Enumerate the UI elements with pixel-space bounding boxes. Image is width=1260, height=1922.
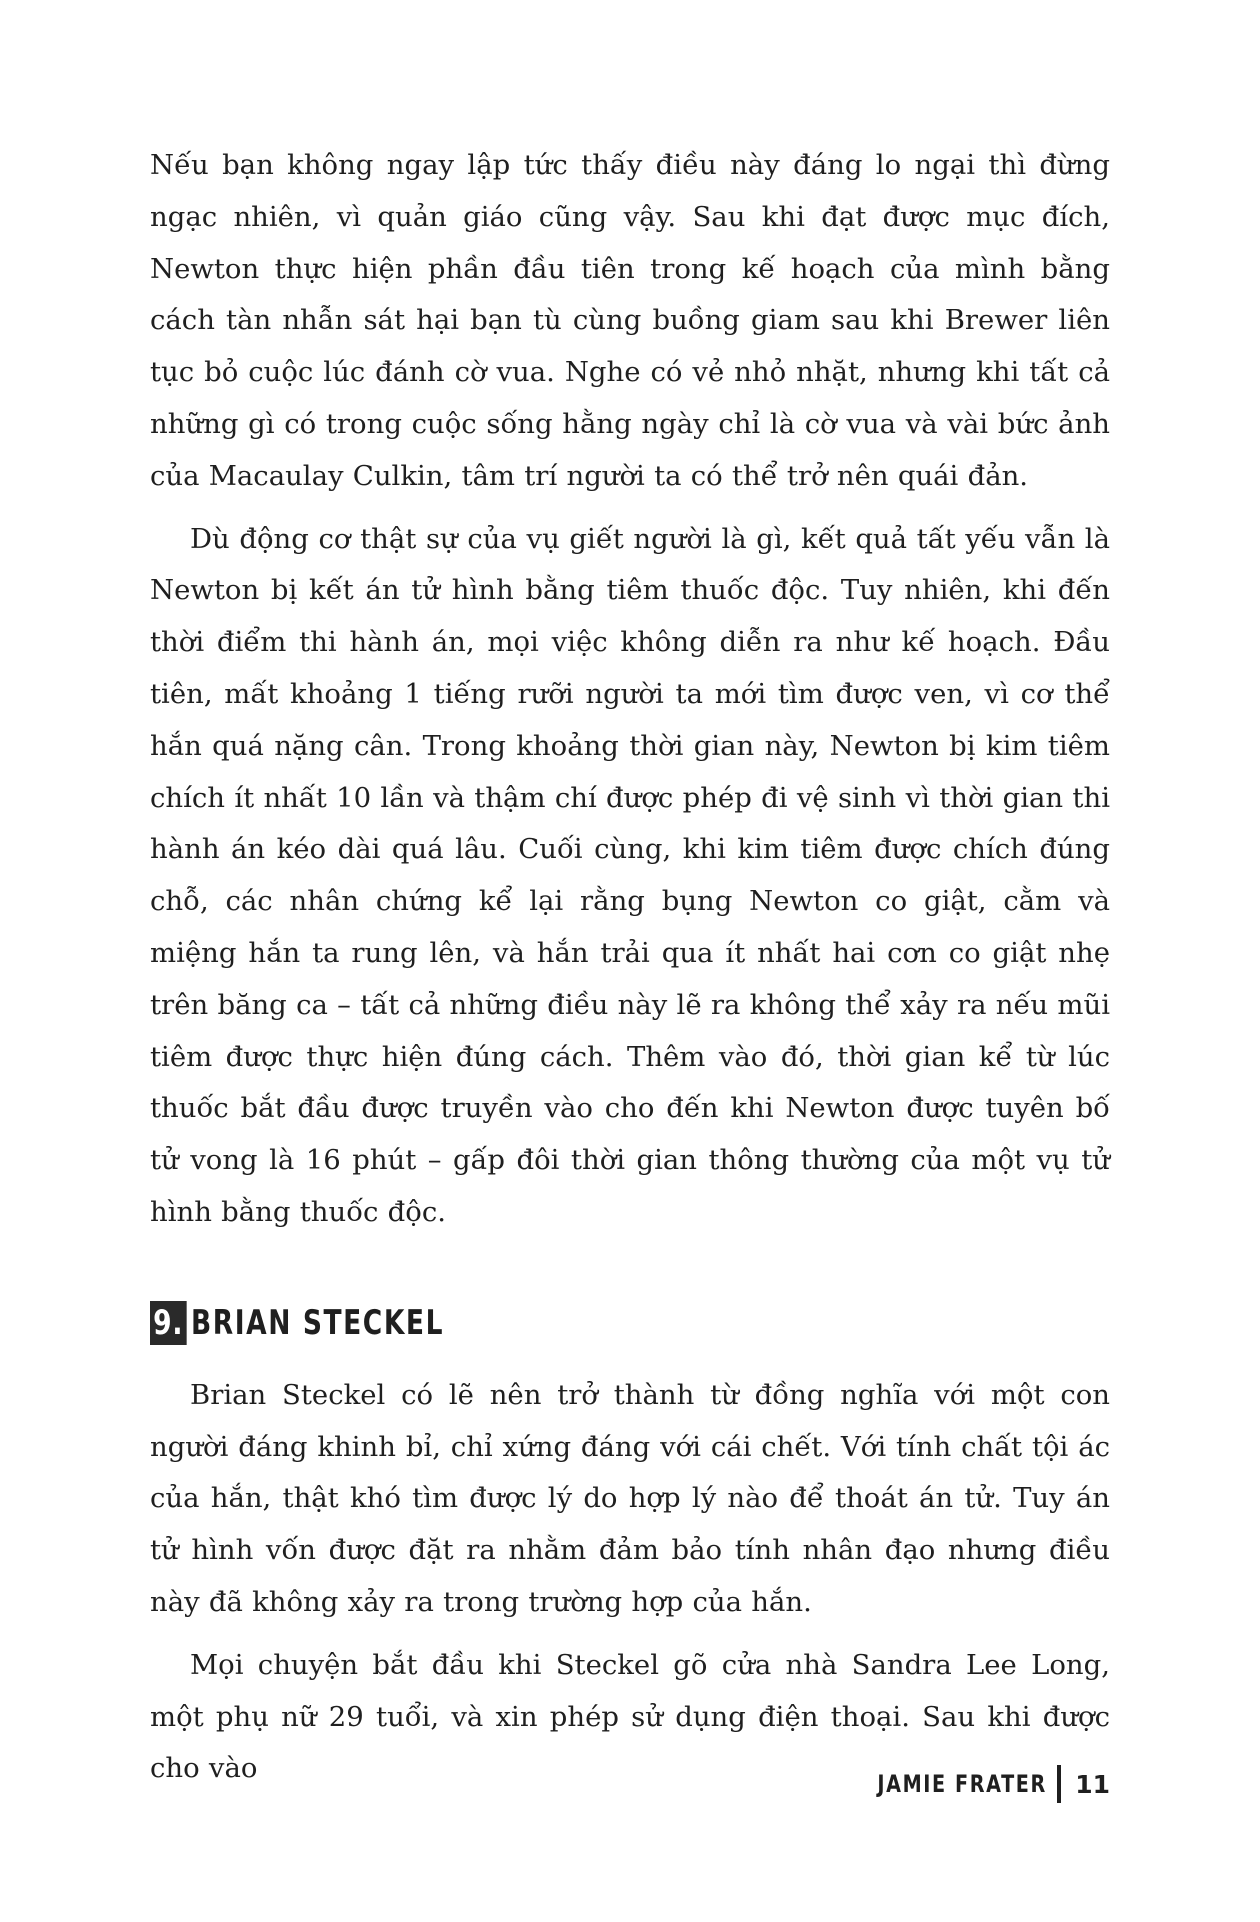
section-spacer [150,1250,1110,1294]
footer-author: JAMIE FRATER [877,1770,1048,1798]
footer-divider [1057,1765,1061,1803]
paragraph-3: Brian Steckel có lẽ nên trở thành từ đồng nghĩa với một con người đáng khinh bỉ, chỉ xứng đáng với cái chết. Với tính chất tội ác của hắn, thật khó tìm được lý do hợp lý nào để thoát án tử. Tuy án tử hình vốn được đặt ra nhằm đảm bảo tính nhân đạo nhưng điều này đã không xảy ra trong trường hợp của hắn. [150,1378,1110,1618]
page-body [150,140,1110,1806]
paragraph-4: Mọi chuyện bắt đầu khi Steckel gõ cửa nhà Sandra Lee Long, một phụ nữ 29 tuổi, và xin phép sử dụng điện thoại. Sau khi được cho vào [150,1648,1110,1785]
section-heading [150,1294,1110,1352]
page-number: 11 [1075,1769,1110,1799]
paragraph-1: Nếu bạn không ngay lập tức thấy điều này đáng lo ngại thì đừng ngạc nhiên, vì quản giáo cũng vậy. Sau khi đạt được mục đích, Newton thực hiện phần đầu tiên trong kế hoạch của mình bằng cách tàn nhẫn sát hại bạn tù cùng buồng giam sau khi Brewer liên tục bỏ cuộc lúc đánh cờ vua. Nghe có vẻ nhỏ nhặt, nhưng khi tất cả những gì có trong cuộc sống hằng ngày chỉ là cờ vua và vài bức ảnh của Macaulay Culkin, tâm trí người ta có thể trở nên quái đản. [150,149,1110,492]
section-title: BRIAN STECKEL [190,1302,444,1343]
paragraph-2: Dù động cơ thật sự của vụ giết người là gì, kết quả tất yếu vẫn là Newton bị kết án tử hình bằng tiêm thuốc độc. Tuy nhiên, khi đến thời điểm thi hành án, mọi việc không diễn ra như kế hoạch. Đầu tiên, mất khoảng 1 tiếng rưỡi người ta mới tìm được ven, vì cơ thể hắn quá nặng cân. Trong khoảng thời gian này, Newton bị kim tiêm chích ít nhất 10 lần và thậm chí được phép đi vệ sinh vì thời gian thi hành án kéo dài quá lâu. Cuối cùng, khi kim tiêm được chích đúng chỗ, các nhân chứng kể lại rằng bụng Newton co giật, cằm và miệng hắn ta rung lên, và hắn trải qua ít nhất hai cơn co giật nhẹ trên băng ca – tất cả những điều này lẽ ra không thể xảy ra nếu mũi tiêm được thực hiện đúng cách. Thêm vào đó, thời gian kể từ lúc thuốc bắt đầu được truyền vào cho đến khi Newton được tuyên bố tử vong là 16 phút – gấp đôi thời gian thông thường của một vụ tử hình bằng thuốc độc. [150,522,1110,1228]
page-footer [835,1762,1110,1806]
section-number: 9. [150,1301,186,1345]
